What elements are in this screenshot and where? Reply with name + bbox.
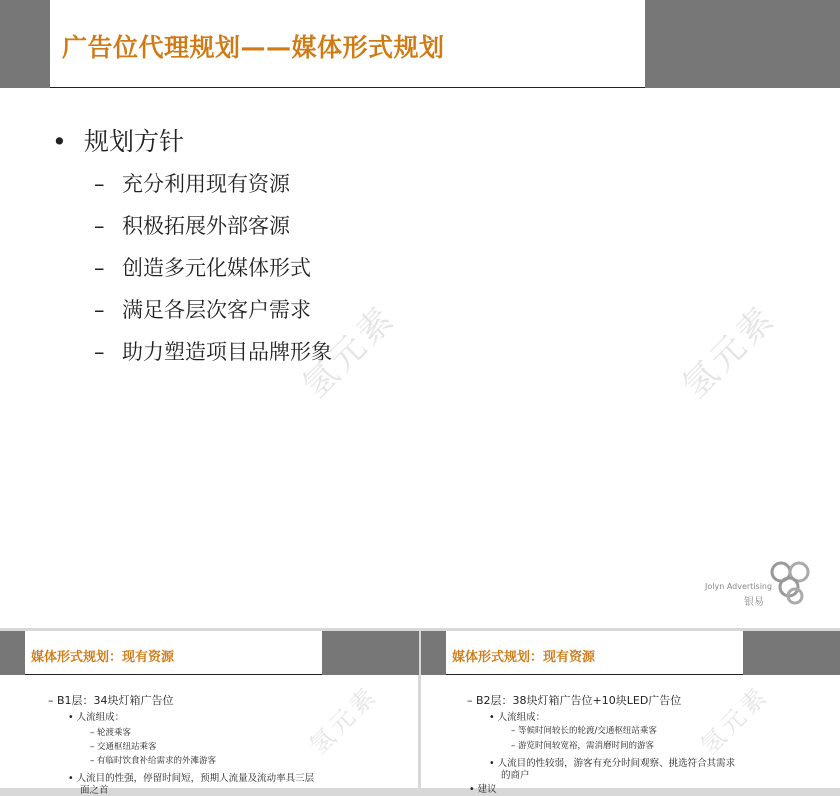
watermark: 氢元素	[295, 297, 404, 407]
list-item-text: 积极拓展外部客源	[122, 214, 290, 238]
dash-glyph: –	[94, 298, 105, 322]
header-bar-right	[645, 0, 840, 88]
text-line: – 轮渡乘客	[90, 728, 131, 738]
heading-text: 规划方针	[84, 127, 185, 156]
header-bar-right	[322, 631, 419, 675]
text-line: – 交通枢纽站乘客	[90, 742, 157, 752]
title-box	[50, 0, 645, 88]
text-line: 的商户	[501, 770, 530, 781]
slide-title: 媒体形式规划：现有资源	[31, 650, 175, 665]
list-item	[94, 168, 332, 210]
text-line: • 人流目的性较弱，游客有充分时间观察、挑选符合其需求	[489, 758, 736, 769]
list-item-text: 创造多元化媒体形式	[122, 256, 311, 280]
list-item	[94, 252, 332, 294]
text-line: • 建议	[469, 784, 497, 795]
bullet-heading	[52, 122, 184, 158]
company-logo	[705, 560, 817, 610]
dash-glyph: –	[94, 214, 105, 238]
logo-cn: 银易	[744, 597, 764, 608]
text-line: • 人流目的性强，停留时间短，预期人流量及流动率具三层	[68, 773, 315, 784]
text-line: • 人流组成：	[489, 712, 546, 723]
slide-b1-thumbnail	[0, 631, 418, 796]
header-bar-left	[0, 631, 25, 675]
sub-list	[94, 168, 332, 378]
bullet-glyph: •	[52, 127, 67, 156]
header-bar-right	[743, 631, 840, 675]
text-line: 面之首	[80, 785, 109, 796]
list-item	[94, 210, 332, 252]
list-item-text: 助力塑造项目品牌形象	[122, 340, 332, 364]
title-box	[446, 631, 743, 675]
header-bar-left	[421, 631, 446, 675]
text-line: – B2层：38块灯箱广告位+10块LED广告位	[467, 694, 682, 707]
logo-text: Jolyn Advertising	[705, 582, 773, 591]
slide-b2-thumbnail	[421, 631, 840, 795]
slide-title: 广告位代理规划——媒体形式规划	[62, 33, 445, 62]
text-line: – 等候时间较长的轮渡/交通枢纽站乘客	[511, 726, 657, 736]
dash-glyph: –	[94, 256, 105, 280]
header-bar-left	[0, 0, 50, 88]
rings-logo-icon	[767, 560, 817, 606]
watermark: 氢元素	[304, 680, 384, 760]
slide-title: 媒体形式规划：现有资源	[452, 650, 596, 665]
text-line: – 有临时饮食补给需求的外滩游客	[90, 756, 216, 766]
title-box	[25, 631, 322, 675]
list-item	[94, 294, 332, 336]
dash-glyph: –	[94, 340, 105, 364]
watermark: 氢元素	[695, 680, 775, 760]
dash-glyph: –	[94, 172, 105, 196]
watermark: 氢元素	[675, 297, 784, 407]
text-line: – 游览时间较宽裕，需消磨时间的游客	[511, 741, 654, 751]
text-line: – B1层：34块灯箱广告位	[48, 694, 174, 707]
list-item-text: 充分利用现有资源	[122, 172, 290, 196]
list-item-text: 满足各层次客户需求	[122, 298, 311, 322]
text-line: • 人流组成：	[68, 712, 125, 723]
